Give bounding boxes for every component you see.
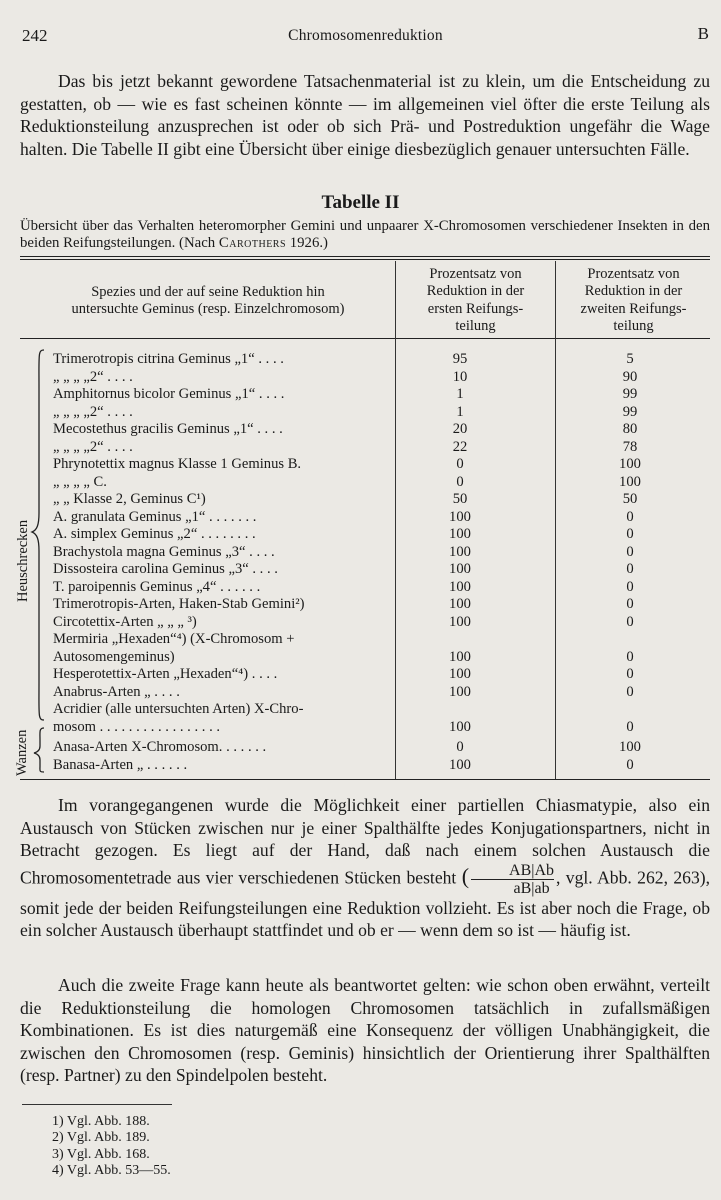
second-division-cell: 5 [626,351,634,367]
species-cell: Phrynotettix magnus Klasse 1 Geminus B. [53,456,302,472]
first-division-cell: 100 [449,596,471,612]
first-division-cell: 0 [456,739,464,755]
species-cell: Banasa-Arten „ . . . . . . [53,756,188,773]
table-row [0,579,721,597]
first-division-cell: 100 [449,683,471,700]
second-division-cell: 50 [622,491,638,507]
second-division-cell: 0 [626,666,634,682]
group-label-wanzen: Wanzen [14,729,30,776]
species-cell: Brachystola magna Geminus „3“ . . . . [53,543,275,560]
first-division-cell: 20 [452,421,468,437]
second-division-cell: 0 [626,756,634,773]
table-row [0,757,721,775]
second-division-cell: 0 [626,526,634,542]
first-division-cell: 0 [456,473,464,490]
table-row [0,404,721,422]
second-division-cell: 0 [626,578,634,595]
intro-paragraph: Das bis jetzt bekannt gewordene Tatsachenmaterial ist zu klein, um die Entscheidung zu gestatten, ob — wie es fast scheinen könnte — im allgemeinen viel öfter die erste Teilung als Reduktionsteilung anzusprechen ist oder ob sich Prä- und Postreduktion ungefähr die Wage halten. Die Tabelle II gibt eine Übersicht über einige diesbezüglich genauer untersuchten Fälle. [20,71,710,159]
species-cell: „ „ „ „2“ . . . . [53,438,133,455]
second-division-cell: 100 [619,473,641,490]
first-division-cell: 100 [449,526,471,542]
table-row [0,526,721,544]
species-cell: „ „ Klasse 2, Geminus C¹) [53,491,206,507]
second-division-cell: 99 [622,403,638,420]
table-row [0,509,721,527]
first-division-cell: 100 [449,756,471,773]
species-cell: Amphitornus bicolor Geminus „1“ . . . . [53,386,285,402]
table-row [0,739,721,757]
first-division-cell: 100 [449,561,471,577]
table-header-rule [20,338,710,339]
table-row [0,456,721,474]
fraction-numerator: AB|Ab [471,862,554,880]
species-cell: A. simplex Geminus „2“ . . . . . . . . [53,526,256,542]
caption-author: Carothers [218,235,287,252]
first-division-cell: 10 [452,368,468,385]
table-row [0,386,721,404]
running-title: Chromosomenreduktion [288,27,443,44]
table-row [0,614,721,632]
table-row [0,684,721,702]
species-cell: „ „ „ „2“ . . . . [53,368,133,385]
fraction-denominator: aB|ab [513,879,550,897]
species-cell: Mecostethus gracilis Geminus „1“ . . . . [53,421,283,437]
second-division-cell: 80 [622,421,638,437]
gamete-fraction [471,862,554,897]
second-division-cell: 100 [619,456,641,472]
caption-year: 1926.) [286,235,328,252]
species-cell: Dissosteira carolina Geminus „3“ . . . . [53,561,278,577]
first-division-cell: 100 [449,578,471,595]
footnote-2: 2) Vgl. Abb. 189. [52,1130,150,1146]
table-row [0,474,721,492]
table-caption [20,218,710,253]
species-cell: „ „ „ „ C. [53,473,107,490]
first-division-cell: 1 [456,403,464,420]
header-first-division: Prozentsatz von Reduktion in der ersten Reifungs- teilung [426,266,525,335]
table-row [0,701,721,719]
group-label-heuschrecken: Heuschrecken [15,519,31,602]
species-cell: Mermiria „Hexaden“⁴) (X-Chromosom + [53,631,295,647]
caption-text: Übersicht über das Verhalten heteromorpher Gemini und unpaarer X-Chromosomen verschiedener Insekten in den beiden Reifungsteilungen. (Nach [20,218,710,252]
table-row [0,561,721,579]
table-title: Tabelle II [321,192,400,213]
table-row [0,544,721,562]
table-row [0,631,721,649]
footnote-rule [22,1104,172,1105]
table-row [0,666,721,684]
second-division-cell: 78 [622,438,638,455]
species-cell: Anasa-Arten X-Chromosom. . . . . . . [53,739,267,755]
table-bottom-rule [20,779,710,780]
para2-part-b: , vgl. Abb. 262, 263), somit jede der beiden Reifungsteilungen eine Reduktion vollzieht. Es ist aber noch die Frage, ob ein solcher Austausch überhaupt stattfindet und ob er — wenn dem so ist — häufig ist. [20,867,710,941]
first-division-cell: 100 [449,613,471,630]
species-cell: mosom . . . . . . . . . . . . . . . . . [53,718,221,735]
species-cell: Autosomengeminus) [53,648,175,665]
table-row [0,491,721,509]
first-division-cell: 100 [449,648,471,665]
header-second-division: Prozentsatz von Reduktion in der zweiten Reifungs- teilung [580,266,687,335]
first-division-cell: 100 [449,508,471,525]
species-cell: A. granulata Geminus „1“ . . . . . . . [53,508,257,525]
footnotes [52,1114,171,1180]
second-question-paragraph: Auch die zweite Frage kann heute als beantwortet gelten: wie schon oben erwähnt, verteilt die Reduktionsteilung die homologen Chromosomen tatsächlich in zufallsmäßigen Kombinationen. Es ist dies naturgemäß eine Konsequenz der völligen Unabhängigkeit, die zwischen den Chromosomen (resp. Geminis) hinsichtlich der Orientierung ihrer Spalthälften (resp. Partner) zu den Spindelpolen besteht. [20,975,710,1086]
second-division-cell: 0 [626,508,634,525]
species-cell: Anabrus-Arten „ . . . . [53,683,180,700]
first-division-cell: 95 [452,351,468,367]
table-row [0,351,721,369]
table-row [0,421,721,439]
second-division-cell: 99 [622,386,638,402]
second-division-cell: 0 [626,648,634,665]
table-row [0,719,721,737]
sheet-mark: B [697,24,709,43]
footnote-4: 4) Vgl. Abb. 53—55. [52,1163,171,1179]
species-cell: „ „ „ „2“ . . . . [53,403,133,420]
species-cell: Trimerotropis-Arten, Haken-Stab Gemini²) [53,596,305,612]
species-cell: Trimerotropis citrina Geminus „1“ . . . . [53,351,284,367]
first-division-cell: 50 [452,491,468,507]
table-top-rule [20,256,710,260]
species-cell: Hesperotettix-Arten „Hexaden“⁴) . . . . [53,666,278,682]
second-division-cell: 0 [626,683,634,700]
species-cell: Circotettix-Arten „ „ „ ³) [53,613,197,630]
table-row [0,369,721,387]
first-division-cell: 100 [449,718,471,735]
second-division-cell: 0 [626,561,634,577]
first-division-cell: 1 [456,386,464,402]
second-division-cell: 0 [626,543,634,560]
second-division-cell: 0 [626,596,634,612]
page-number: 242 [22,26,48,45]
first-division-cell: 0 [456,456,464,472]
second-division-cell: 90 [622,368,638,385]
footnote-1: 1) Vgl. Abb. 188. [52,1114,150,1129]
table-row [0,649,721,667]
header-species: Spezies und der auf seine Reduktion hin untersuchte Geminus (resp. Einzelchromosom) [71,284,345,318]
first-division-cell: 100 [449,666,471,682]
species-cell: T. paroipennis Geminus „4“ . . . . . . [53,578,261,595]
first-division-cell: 100 [449,543,471,560]
second-division-cell: 100 [619,739,641,755]
running-head [22,24,709,50]
species-cell: Acridier (alle untersuchten Arten) X-Chro- [53,701,304,717]
second-division-cell: 0 [626,718,634,735]
table-row [0,596,721,614]
table-row [0,439,721,457]
first-division-cell: 22 [452,438,468,455]
chiasmatypie-paragraph: Im vorangegangenen wurde die Möglichkeit einer partiellen Chiasmatypie, also ein Austausch von Stücken zwischen nur je einer Spalthälfte jedes Konjugationspartners, nicht in Betracht gezogen. Es liegt auf der Hand, daß nach einem solchen Austausch die Chromosomentetrade aus vier verschiedenen Stücken besteht ( $\frac{AB|Ab}{aB|ab}$ , vgl. Abb. 262, 263), somit jede der beiden Reifungsteilungen eine Reduktion vollzieht. Es ist aber noch die Frage, ob ein solcher Austausch überhaupt stattfindet und ob er — wenn dem so ist — häufig ist. [20,795,710,941]
footnote-3: 3) Vgl. Abb. 168. [52,1146,150,1162]
para2-part-a: Im vorangegangenen wurde die Möglichkeit einer partiellen Chiasmatypie, also ein Austausch von Stücken zwischen nur je einer Spalthälfte jedes Konjugationspartners, nicht in Betracht gezogen. Es liegt auf der Hand, daß nach einem solchen Austausch die Chromosomentetrade aus vier verschiedenen Stücken besteht [20,795,710,888]
second-division-cell: 0 [626,613,634,630]
